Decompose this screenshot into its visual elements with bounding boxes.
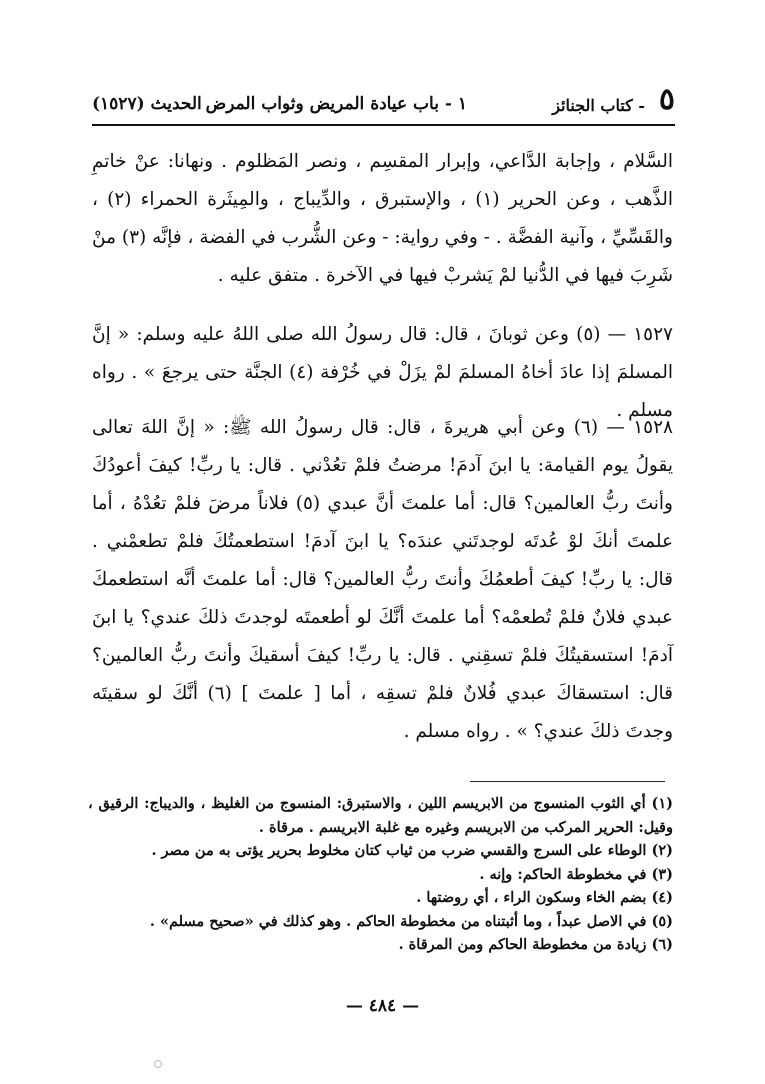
hadith-number: ١٥٢٧ — (٥) bbox=[576, 324, 673, 345]
hadith-number: ١٥٢٨ — (٦) bbox=[573, 417, 673, 438]
footnote-5: (٥) في الاصل عبداً ، وما أثبتناه من مخطوطة الحاكم . وهو كذلك في «صحيح مسلم» . bbox=[149, 912, 673, 930]
hadith-1528 bbox=[92, 409, 673, 751]
footnote-4: (٤) بضم الخاء وسكون الراء ، أي روضتها . bbox=[416, 889, 673, 906]
header-rule bbox=[92, 124, 675, 126]
page-number: — ٤٨٤ — bbox=[345, 996, 420, 1016]
footnote-rule bbox=[470, 781, 665, 782]
chapter-number: ٥ bbox=[658, 82, 675, 117]
scan-mark bbox=[154, 1060, 162, 1068]
footnote-2: (٢) الوطاء على السرج والقسي ضرب من ثياب كتان مخلوط بحرير يؤتى به من مصر . bbox=[151, 842, 673, 859]
running-header bbox=[92, 82, 675, 122]
hadith-text: وعن ثوبانَ ، قال: قال رسولُ الله صلى اللهُ عليه وسلم: « إنَّ المسلمَ إذا عادَ أخاهُ المسلمَ لمْ يزَلْ في خُرْفة (٤) الجنَّة حتى يرجعَ » . رواه مسلم . bbox=[92, 324, 673, 421]
hadith-reference: الحديث (١٥٢٧) bbox=[92, 94, 202, 114]
hadith-text: وعن أبي هريرةَ ، قال: قال رسولُ الله ﷺ: « إنَّ اللهَ تعالى يقولُ يوم القيامة: يا ابنَ آدمَ! مرضتُ فلمْ تعُدْني . قال: يا ربِّ! كيفَ أعودُكَ وأنتَ ربُّ العالمين؟ قال: أما علمتَ أنَّ عبدي (٥) فلاناً مرضَ فلمْ تعُدْهُ ، أما علمتَ أنكَ لوْ عُدتَه لوجدتَني عندَه؟ يا ابنَ آدمَ! استطعمتُكَ فلمْ تطعمْني . قال: يا ربِّ! كيفَ أطعمُكَ وأنتَ ربُّ العالمين؟ قال: أما علمتَ أنَّه استطعمكَ عبدي فلانٌ فلمْ تُطعمْه؟ أما علمتَ أنَّكَ لو أطعمتَه لوجدتَ ذلكَ عندي؟ يا ابنَ آدمَ! استسقيتُكَ فلمْ تسقِني . قال: يا ربِّ! كيفَ أسقيكَ وأنتَ ربُّ العالمين؟ قال: استسقاكَ عبدي فُلانٌ فلمْ تسقِه ، أما [ علمتَ ] (٦) أنَّكَ لو سقيتَه وجدتَ ذلكَ عندي؟ » . رواه مسلم . bbox=[92, 417, 673, 742]
section-title: ١ - باب عيادة المريض وثواب المرض bbox=[205, 94, 467, 114]
chapter-title: - كتاب الجنائز bbox=[552, 96, 645, 115]
paragraph-continuation: السَّلام ، وإجابة الدَّاعي، وإبرار المقسِم ، ونصر المَظلوم . ونهانا: عنْ خاتمِ الذَّهب ، وعن الحرير (١) ، والإستبرق ، والدِّيباج ، والمِيثَرة الحمراء (٢) ، والقَسِّيِّ ، وآنية الفضَّة . - وفي رواية: - وعن الشُّرب في الفضة ، فإنَّه (٣) منْ شَرِبَ فيها في الدُّنيا لمْ يَشربْ فيها في الآخرة . متفق عليه . bbox=[92, 151, 673, 286]
footnote-3: (٣) في مخطوطة الحاكم: وإنه . bbox=[479, 865, 673, 883]
footnote-1: (١) أي الثوب المنسوج من الابريسم اللين ، والاستبرق: المنسوج من الغليظ ، والديباج: الرقيق ، وقيل: الحرير المركب من الابريسم وغيره مع غلبة الابريسم . مرقاة . bbox=[88, 795, 673, 836]
footnotes bbox=[88, 792, 673, 957]
footnote-6: (٦) زيادة من مخطوطة الحاكم ومن المرقاة . bbox=[398, 936, 673, 953]
